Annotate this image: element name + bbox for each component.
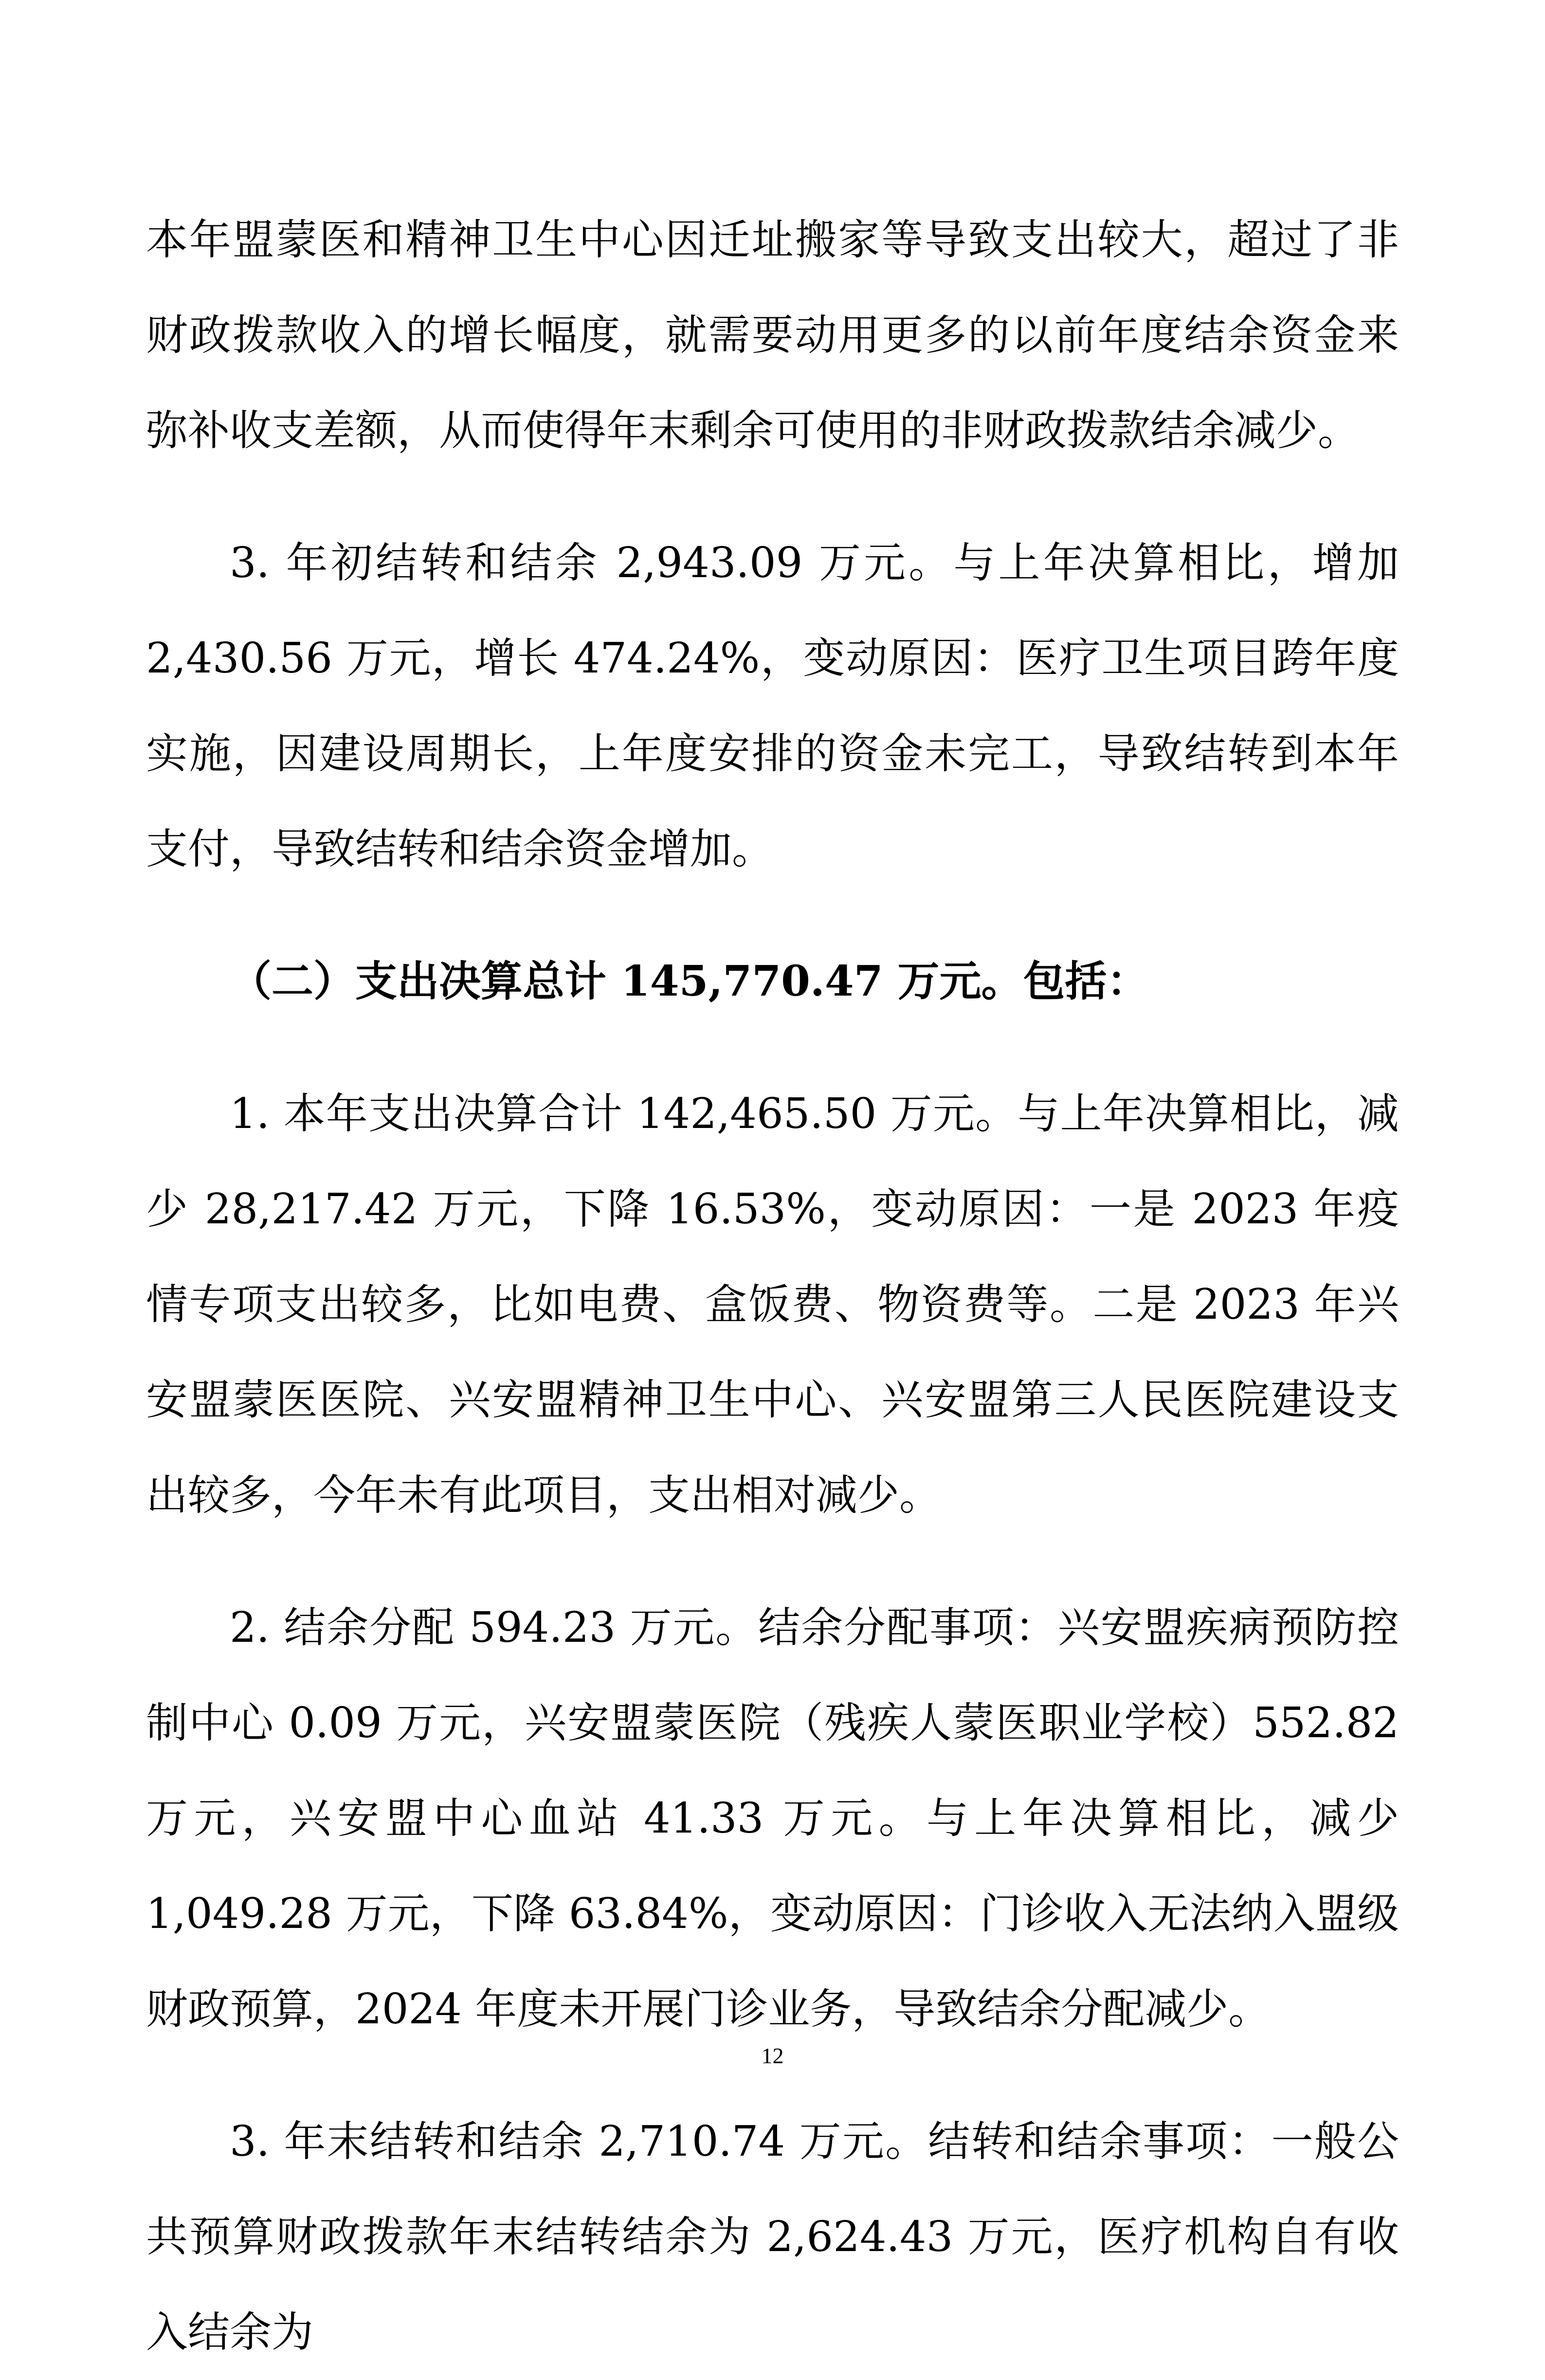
paragraph-year-end-balance: 3. 年末结转和结余 2,710.74 万元。结转和结余事项：一般公共预算财政拨款年末结转结余为 2,624.43 万元，医疗机构自有收入结余为 xyxy=(146,2117,1399,2357)
paragraph-annual-expenditure: 1. 本年支出决算合计 142,465.50 万元。与上年决算相比，减少 28,217.42 万元，下降 16.53%，变动原因：一是 2023 年疫情专项支出较多，比如电费、盒饭费、物资费等。二是 2023 年兴安盟蒙医医院、兴安盟精神卫生中心、兴安盟第三人民医院建设支出较多，今年未有此项目，支出相对减少。 xyxy=(146,1090,1399,1520)
paragraph-balance-allocation: 2. 结余分配 594.23 万元。结余分配事项：兴安盟疾病预防控制中心 0.09 万元，兴安盟蒙医院（残疾人蒙医职业学校）552.82 万元，兴安盟中心血站 41.33 万元。与上年决算相比，减少 1,049.28 万元，下降 63.84%，变动原因：门诊收入无法纳入盟级财政预算，2024 年度未开展门诊业务，导致结余分配减少。 xyxy=(146,1603,1399,2034)
section-heading-expenditure: （二）支出决算总计 145,770.47 万元。包括： xyxy=(230,957,1149,1006)
paragraph-opening-balance: 3. 年初结转和结余 2,943.09 万元。与上年决算相比，增加 2,430.56 万元，增长 474.24%，变动原因：医疗卫生项目跨年度实施，因建设周期长，上年度安排的资金未完工，导致结转到本年支付，导致结转和结余资金增加。 xyxy=(146,539,1399,873)
page-number: 12 xyxy=(761,2043,784,2068)
paragraph-continued: 本年盟蒙医和精神卫生中心因迁址搬家等导致支出较大，超过了非财政拨款收入的增长幅度，就需要动用更多的以前年度结余资金来弥补收支差额，从而使得年末剩余可使用的非财政拨款结余减少。 xyxy=(146,216,1399,455)
